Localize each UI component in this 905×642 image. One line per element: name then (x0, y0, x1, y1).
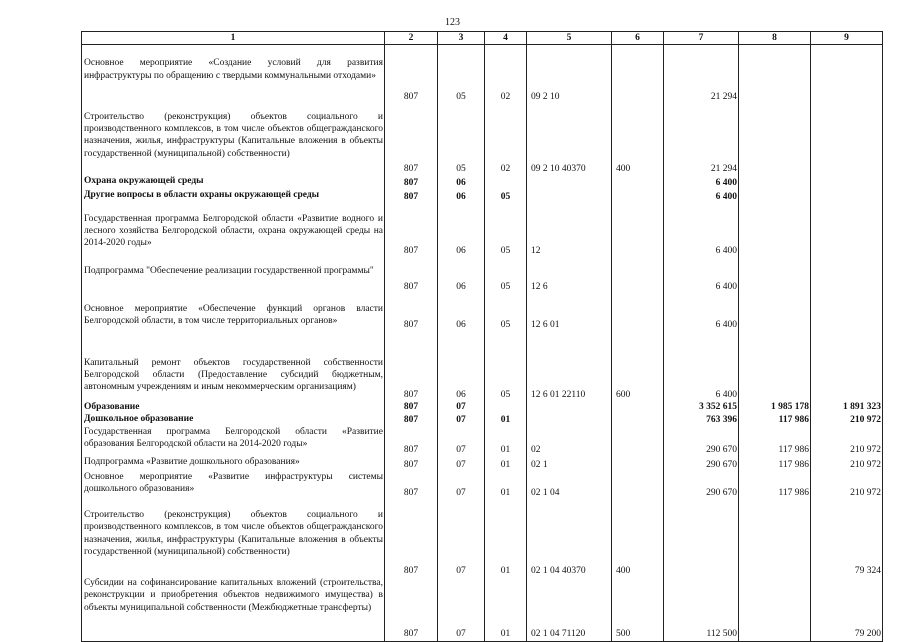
row-col-8 (739, 45, 811, 103)
row-col-6 (612, 426, 664, 456)
row-col-6 (612, 257, 664, 293)
row-col-4 (485, 401, 527, 413)
row-col-5 (527, 413, 612, 426)
row-col-5: 12 6 01 (527, 293, 612, 331)
row-col-9 (811, 189, 883, 203)
row-col-3: 06 (438, 175, 485, 189)
header-col-8: 8 (739, 32, 811, 45)
row-col-6: 400 (612, 499, 664, 577)
row-col-8: 117 986 (739, 413, 811, 426)
row-col-8 (739, 257, 811, 293)
row-col-5 (527, 175, 612, 189)
row-col-3: 07 (438, 577, 485, 641)
row-col-2: 807 (385, 401, 438, 413)
row-col-7: 6 400 (664, 175, 739, 189)
row-col-6: 400 (612, 103, 664, 175)
row-col-5: 09 2 10 40370 (527, 103, 612, 175)
row-col-5: 02 1 04 71120 (527, 577, 612, 641)
row-col-2: 807 (385, 189, 438, 203)
row-col-4: 01 (485, 426, 527, 456)
row-col-8: 117 986 (739, 426, 811, 456)
header-col-4: 4 (485, 32, 527, 45)
row-col-8 (739, 577, 811, 641)
row-name: Строительство (реконструкция) объектов социального и производственного комплексов, в том числе объектов общегражданского назначения, жилья, инфраструктуры (Капитальные вложения в объекты государственной (муниципальной) собственности) (82, 103, 385, 175)
row-col-4: 01 (485, 456, 527, 471)
table-row (82, 401, 883, 413)
row-col-7: 6 400 (664, 331, 739, 401)
row-col-3: 07 (438, 471, 485, 499)
row-col-8 (739, 331, 811, 401)
row-col-9 (811, 203, 883, 257)
row-name: Субсидии на софинансирование капитальных вложений (строительства, реконструкции и приобретения объектов недвижимого имущества) в объекты муниципальной собственности (Межбюджетные трансферты) (82, 577, 385, 641)
row-col-8 (739, 175, 811, 189)
row-col-8 (739, 293, 811, 331)
row-col-8 (739, 189, 811, 203)
header-row (82, 32, 883, 45)
row-col-7: 6 400 (664, 189, 739, 203)
row-col-2: 807 (385, 257, 438, 293)
row-col-2: 807 (385, 471, 438, 499)
row-col-9: 79 324 (811, 499, 883, 577)
row-col-7: 6 400 (664, 293, 739, 331)
row-col-6 (612, 45, 664, 103)
table-row (82, 293, 883, 331)
row-col-9: 210 972 (811, 426, 883, 456)
row-col-3: 06 (438, 257, 485, 293)
row-name: Государственная программа Белгородской области «Развитие водного и лесного хозяйства Белгородской области, охрана окружающей среды на 2014-2020 годы» (82, 203, 385, 257)
table-row (82, 413, 883, 426)
row-col-3: 06 (438, 293, 485, 331)
row-col-7 (664, 499, 739, 577)
row-col-8: 1 985 178 (739, 401, 811, 413)
row-col-7: 112 500 (664, 577, 739, 641)
row-col-2: 807 (385, 426, 438, 456)
row-col-6 (612, 189, 664, 203)
budget-table (81, 31, 883, 642)
row-col-2: 807 (385, 577, 438, 641)
row-col-4: 05 (485, 189, 527, 203)
row-col-4: 05 (485, 331, 527, 401)
row-name: Строительство (реконструкция) объектов социального и производственного комплексов, в том числе объектов общегражданского назначения, жилья, инфраструктуры (Капитальные вложения в объекты государственной (муниципальной) собственности) (82, 499, 385, 577)
row-col-4: 01 (485, 499, 527, 577)
table-row (82, 203, 883, 257)
row-col-7: 290 670 (664, 456, 739, 471)
row-col-9: 210 972 (811, 471, 883, 499)
row-col-5: 12 6 01 22110 (527, 331, 612, 401)
row-name: Подпрограмма "Обеспечение реализации государственной программы" (82, 257, 385, 293)
row-col-4: 05 (485, 257, 527, 293)
row-col-2: 807 (385, 103, 438, 175)
row-col-5 (527, 401, 612, 413)
row-col-5: 12 6 (527, 257, 612, 293)
row-col-7: 6 400 (664, 203, 739, 257)
table-row (82, 456, 883, 471)
row-name: Охрана окружающей среды (82, 175, 385, 189)
row-col-4: 01 (485, 413, 527, 426)
row-col-7: 290 670 (664, 426, 739, 456)
row-col-8: 117 986 (739, 456, 811, 471)
row-col-4: 05 (485, 293, 527, 331)
header-col-5: 5 (527, 32, 612, 45)
row-col-5: 12 (527, 203, 612, 257)
header-col-1: 1 (82, 32, 385, 45)
table-row (82, 103, 883, 175)
row-col-6 (612, 175, 664, 189)
row-col-3: 06 (438, 203, 485, 257)
table-row (82, 471, 883, 499)
row-col-4: 02 (485, 103, 527, 175)
row-col-7: 3 352 615 (664, 401, 739, 413)
row-name: Дошкольное образование (82, 413, 385, 426)
row-col-7: 6 400 (664, 257, 739, 293)
table-row (82, 189, 883, 203)
row-col-2: 807 (385, 203, 438, 257)
row-col-9 (811, 331, 883, 401)
row-col-4: 01 (485, 471, 527, 499)
row-col-4: 01 (485, 577, 527, 641)
row-col-8 (739, 103, 811, 175)
row-col-8 (739, 203, 811, 257)
row-col-2: 807 (385, 175, 438, 189)
row-col-8 (739, 499, 811, 577)
page-number: 123 (445, 17, 460, 28)
row-col-6 (612, 293, 664, 331)
table-row (82, 577, 883, 641)
row-col-4: 05 (485, 203, 527, 257)
header-col-2: 2 (385, 32, 438, 45)
row-col-3: 05 (438, 103, 485, 175)
row-name: Образование (82, 401, 385, 413)
row-col-7: 290 670 (664, 471, 739, 499)
row-col-6 (612, 456, 664, 471)
row-col-6 (612, 401, 664, 413)
row-col-7: 21 294 (664, 103, 739, 175)
row-col-4: 02 (485, 45, 527, 103)
row-col-5: 02 1 (527, 456, 612, 471)
row-col-3: 07 (438, 426, 485, 456)
header-col-3: 3 (438, 32, 485, 45)
header-col-9: 9 (811, 32, 883, 45)
row-col-2: 807 (385, 45, 438, 103)
header-col-6: 6 (612, 32, 664, 45)
row-col-9: 210 972 (811, 456, 883, 471)
row-col-8: 117 986 (739, 471, 811, 499)
row-col-9 (811, 175, 883, 189)
row-col-5: 02 1 04 40370 (527, 499, 612, 577)
table-row (82, 331, 883, 401)
row-col-3: 05 (438, 45, 485, 103)
row-col-6 (612, 203, 664, 257)
row-name: Основное мероприятие «Создание условий для развития инфраструктуры по обращению с твердыми коммунальными отходами» (82, 45, 385, 103)
row-col-9: 210 972 (811, 413, 883, 426)
row-col-6: 500 (612, 577, 664, 641)
row-col-5: 02 1 04 (527, 471, 612, 499)
row-col-6: 600 (612, 331, 664, 401)
row-col-5: 09 2 10 (527, 45, 612, 103)
row-name: Другие вопросы в области охраны окружающей среды (82, 189, 385, 203)
row-col-9 (811, 257, 883, 293)
table-row (82, 45, 883, 103)
row-col-9 (811, 293, 883, 331)
row-col-2: 807 (385, 331, 438, 401)
table-row (82, 426, 883, 456)
row-col-9: 1 891 323 (811, 401, 883, 413)
row-col-6 (612, 471, 664, 499)
row-col-2: 807 (385, 413, 438, 426)
row-name: Основное мероприятие «Обеспечение функций органов власти Белгородской области, в том числе территориальных органов» (82, 293, 385, 331)
row-col-3: 07 (438, 413, 485, 426)
row-col-9: 79 200 (811, 577, 883, 641)
row-col-3: 07 (438, 401, 485, 413)
row-col-5 (527, 189, 612, 203)
row-col-3: 06 (438, 331, 485, 401)
row-col-9 (811, 103, 883, 175)
row-col-7: 763 396 (664, 413, 739, 426)
row-col-3: 06 (438, 189, 485, 203)
row-col-2: 807 (385, 293, 438, 331)
row-col-7: 21 294 (664, 45, 739, 103)
row-col-5: 02 (527, 426, 612, 456)
row-name: Капитальный ремонт объектов государственной собственности Белгородской области (Предоставление субсидий бюджетным, автономным учреждениям и иным некоммерческим организациям) (82, 331, 385, 401)
table-row (82, 499, 883, 577)
row-col-2: 807 (385, 456, 438, 471)
row-col-3: 07 (438, 456, 485, 471)
row-col-4 (485, 175, 527, 189)
table-row (82, 257, 883, 293)
row-name: Основное мероприятие «Развитие инфраструктуры системы дошкольного образования» (82, 471, 385, 499)
row-name: Подпрограмма «Развитие дошкольного образования» (82, 456, 385, 471)
table-row (82, 175, 883, 189)
row-col-2: 807 (385, 499, 438, 577)
row-name: Государственная программа Белгородской области «Развитие образования Белгородской области на 2014-2020 годы» (82, 426, 385, 456)
row-col-9 (811, 45, 883, 103)
header-col-7: 7 (664, 32, 739, 45)
row-col-3: 07 (438, 499, 485, 577)
row-col-6 (612, 413, 664, 426)
